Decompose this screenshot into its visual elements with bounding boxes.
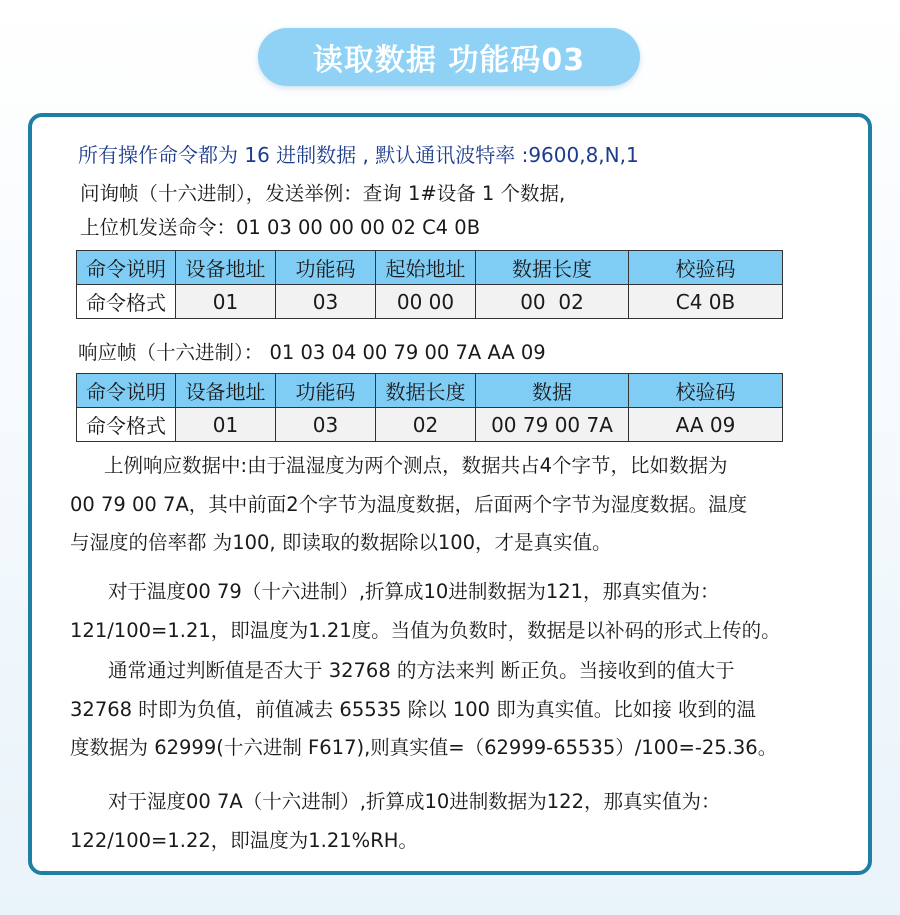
table-cell: 00 02 xyxy=(476,285,629,319)
paragraph-line: 通常通过判断值是否大于 32768 的方法来判 断正负。当接收到的值大于 xyxy=(108,659,735,682)
table-header-cell: 起始地址 xyxy=(376,251,476,285)
table-header-cell: 功能码 xyxy=(276,374,376,408)
table-header-cell: 设备地址 xyxy=(176,374,276,408)
negative-value-paragraph xyxy=(44,652,824,768)
table-cell: 00 00 xyxy=(376,285,476,319)
table-header-cell: 校验码 xyxy=(629,251,783,285)
paragraph-line: 上例响应数据中:由于温湿度为两个测点，数据共占4个字节，比如数据为 xyxy=(104,454,728,477)
table-header-row xyxy=(77,251,783,285)
humidity-paragraph xyxy=(44,783,824,860)
explanation-paragraph xyxy=(44,447,824,563)
table-header-row xyxy=(77,374,783,408)
table-cell: AA 09 xyxy=(629,408,783,442)
host-send-command: 上位机发送命令：01 03 00 00 00 02 C4 0B xyxy=(80,216,481,239)
request-command-table xyxy=(76,250,783,319)
table-cell: 命令格式 xyxy=(77,285,176,319)
table-header-cell: 命令说明 xyxy=(77,251,176,285)
page-title: 读取数据 功能码03 xyxy=(258,28,640,86)
query-frame-desc: 问询帧（十六进制），发送举例：查询 1#设备 1 个数据, xyxy=(80,182,566,205)
paragraph-line: 00 79 00 7A，其中前面2个字节为温度数据，后面两个字节为湿度数据。温度 xyxy=(70,492,748,516)
paragraph-line: 对于温度00 79（十六进制）,折算成10进制数据为121，那真实值为： xyxy=(108,580,720,603)
table-cell: 命令格式 xyxy=(77,408,176,442)
paragraph-line: 32768 时即为负值，前值减去 65535 除以 100 即为真实值。比如接 收到的温 xyxy=(70,697,756,721)
table-cell: 00 79 00 7A xyxy=(476,408,629,442)
table-header-cell: 命令说明 xyxy=(77,374,176,408)
response-command-table xyxy=(76,373,783,442)
table-cell: 03 xyxy=(276,408,376,442)
paragraph-line: 121/100=1.21，即温度为1.21度。当值为负数时，数据是以补码的形式上传的。 xyxy=(70,618,781,642)
table-cell: 01 xyxy=(176,408,276,442)
response-frame: 响应帧（十六进制）： 01 03 04 00 79 00 7A AA 09 xyxy=(78,341,546,364)
table-header-cell: 数据长度 xyxy=(376,374,476,408)
paragraph-line: 对于湿度00 7A（十六进制）,折算成10进制数据为122，那真实值为： xyxy=(108,790,721,813)
table-header-cell: 数据长度 xyxy=(476,251,629,285)
table-header-cell: 校验码 xyxy=(629,374,783,408)
table-cell: C4 0B xyxy=(629,285,783,319)
paragraph-line: 与湿度的倍率都 为100, 即读取的数据除以100，才是真实值。 xyxy=(70,531,612,554)
table-header-cell: 数据 xyxy=(476,374,629,408)
paragraph-line: 度数据为 62999(十六进制 F617),则真实值=（62999-65535）/100=-25.36。 xyxy=(70,736,778,759)
table-row xyxy=(77,408,783,442)
table-cell: 01 xyxy=(176,285,276,319)
paragraph-line: 122/100=1.22，即温度为1.21%RH。 xyxy=(70,828,418,852)
table-header-cell: 设备地址 xyxy=(176,251,276,285)
table-row xyxy=(77,285,783,319)
table-header-cell: 功能码 xyxy=(276,251,376,285)
table-cell: 03 xyxy=(276,285,376,319)
temperature-paragraph xyxy=(44,573,824,650)
intro-text: 所有操作命令都为 16 进制数据 , 默认通讯波特率 :9600,8,N,1 xyxy=(78,143,639,167)
table-cell: 02 xyxy=(376,408,476,442)
